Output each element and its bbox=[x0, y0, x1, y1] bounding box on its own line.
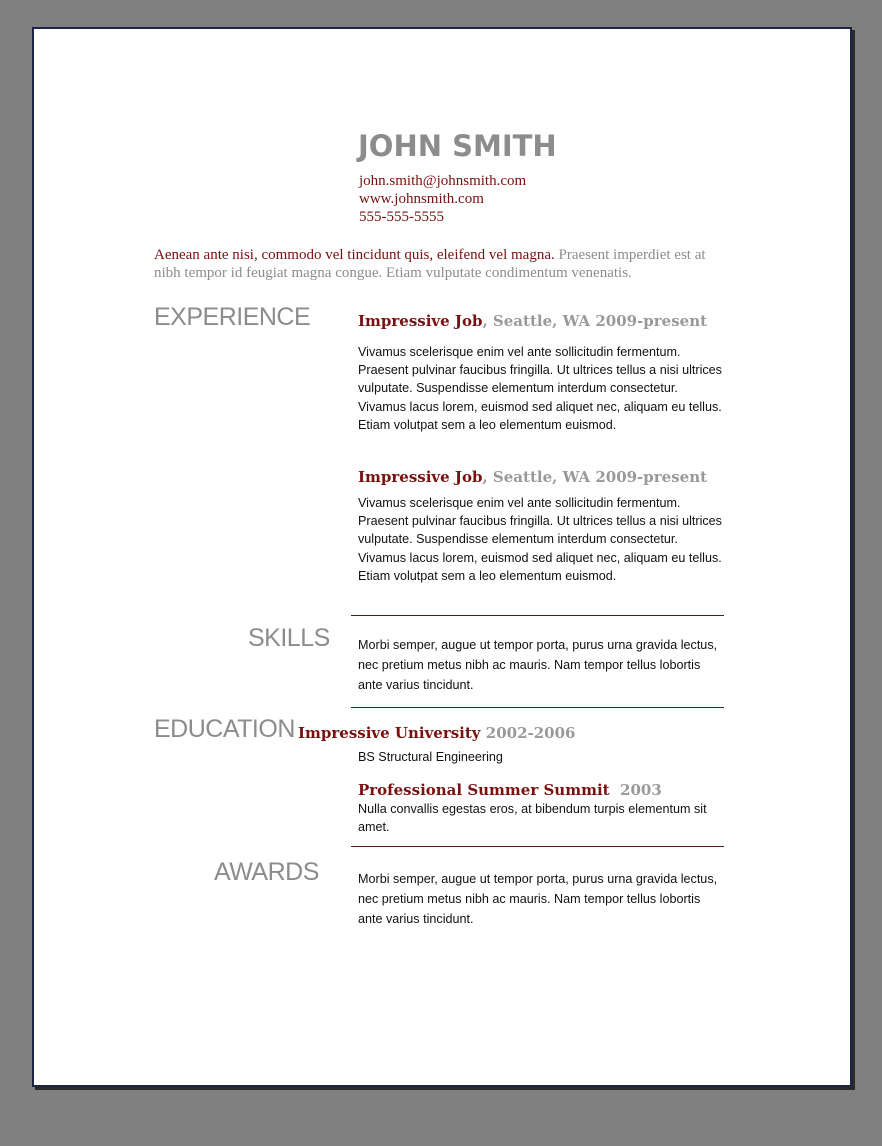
education-name: Impressive University bbox=[298, 724, 481, 742]
section-title-education: EDUCATION bbox=[154, 715, 295, 743]
job-title bbox=[358, 312, 707, 330]
job-description: Vivamus scelerisque enim vel ante sollicitudin fermentum. Praesent pulvinar faucibus fringilla. Ut ultrices tellus a nisi ultrices vulputate. Suspendisse elementum interdum consectetur. Vivamus lacus lorem, euismod sed aliquet nec, aliquam eu tellus. Etiam volutpat sem a leo elementum euismod. bbox=[358, 496, 722, 583]
section-divider bbox=[351, 846, 724, 847]
section-divider bbox=[351, 707, 724, 708]
education-years: 2002-2006 bbox=[480, 724, 576, 742]
section-divider bbox=[351, 615, 724, 616]
section-title-skills: SKILLS bbox=[248, 624, 330, 652]
resume-page bbox=[32, 27, 852, 1087]
summary-highlight: Aenean ante nisi, commodo vel tincidunt quis, eleifend vel magna. bbox=[154, 247, 555, 263]
job-title-name: Impressive Job bbox=[358, 468, 483, 486]
phone-text: 555-555-5555 bbox=[359, 209, 444, 225]
contact-block bbox=[359, 172, 526, 226]
candidate-name: JOHN SMITH bbox=[358, 129, 557, 163]
job-title-meta: , Seattle, WA 2009-present bbox=[482, 468, 708, 486]
awards-text: Morbi semper, augue ut tempor porta, purus urna gravida lectus, nec pretium metus nibh ac mauris. Nam tempor tellus lobortis ante varius tincidunt. bbox=[358, 872, 718, 926]
section-title-awards: AWARDS bbox=[214, 858, 319, 886]
summary-rest: Praesent imperdiet est at nibh tempor id feugiat magna congue. Etiam vulputate condimentum venenatis. bbox=[154, 247, 706, 281]
job-description: Vivamus scelerisque enim vel ante sollicitudin fermentum. Praesent pulvinar faucibus fringilla. Ut ultrices tellus a nisi ultrices vulputate. Suspendisse elementum interdum consectetur. Vivamus lacus lorem, euismod sed aliquet nec, aliquam eu tellus. Etiam volutpat sem a leo elementum euismod. bbox=[358, 345, 722, 432]
education-description: Nulla convallis egestas eros, at bibendum turpis elementum sit amet. bbox=[358, 802, 707, 835]
education-degree: BS Structural Engineering bbox=[358, 750, 503, 764]
summary-paragraph bbox=[154, 246, 734, 282]
email-text: john.smith@johnsmith.com bbox=[359, 173, 527, 189]
job-title bbox=[358, 468, 707, 486]
education-title bbox=[298, 724, 575, 742]
job-title-name: Impressive Job bbox=[358, 312, 483, 330]
section-title-experience: EXPERIENCE bbox=[154, 303, 311, 331]
education-title bbox=[358, 781, 662, 799]
education-name: Professional Summer Summit bbox=[358, 781, 610, 799]
skills-text: Morbi semper, augue ut tempor porta, purus urna gravida lectus, nec pretium metus nibh ac mauris. Nam tempor tellus lobortis ante varius tincidunt. bbox=[358, 638, 718, 692]
job-title-meta: , Seattle, WA 2009-present bbox=[482, 312, 708, 330]
education-years: 2003 bbox=[609, 781, 662, 799]
website-text: www.johnsmith.com bbox=[359, 191, 484, 207]
